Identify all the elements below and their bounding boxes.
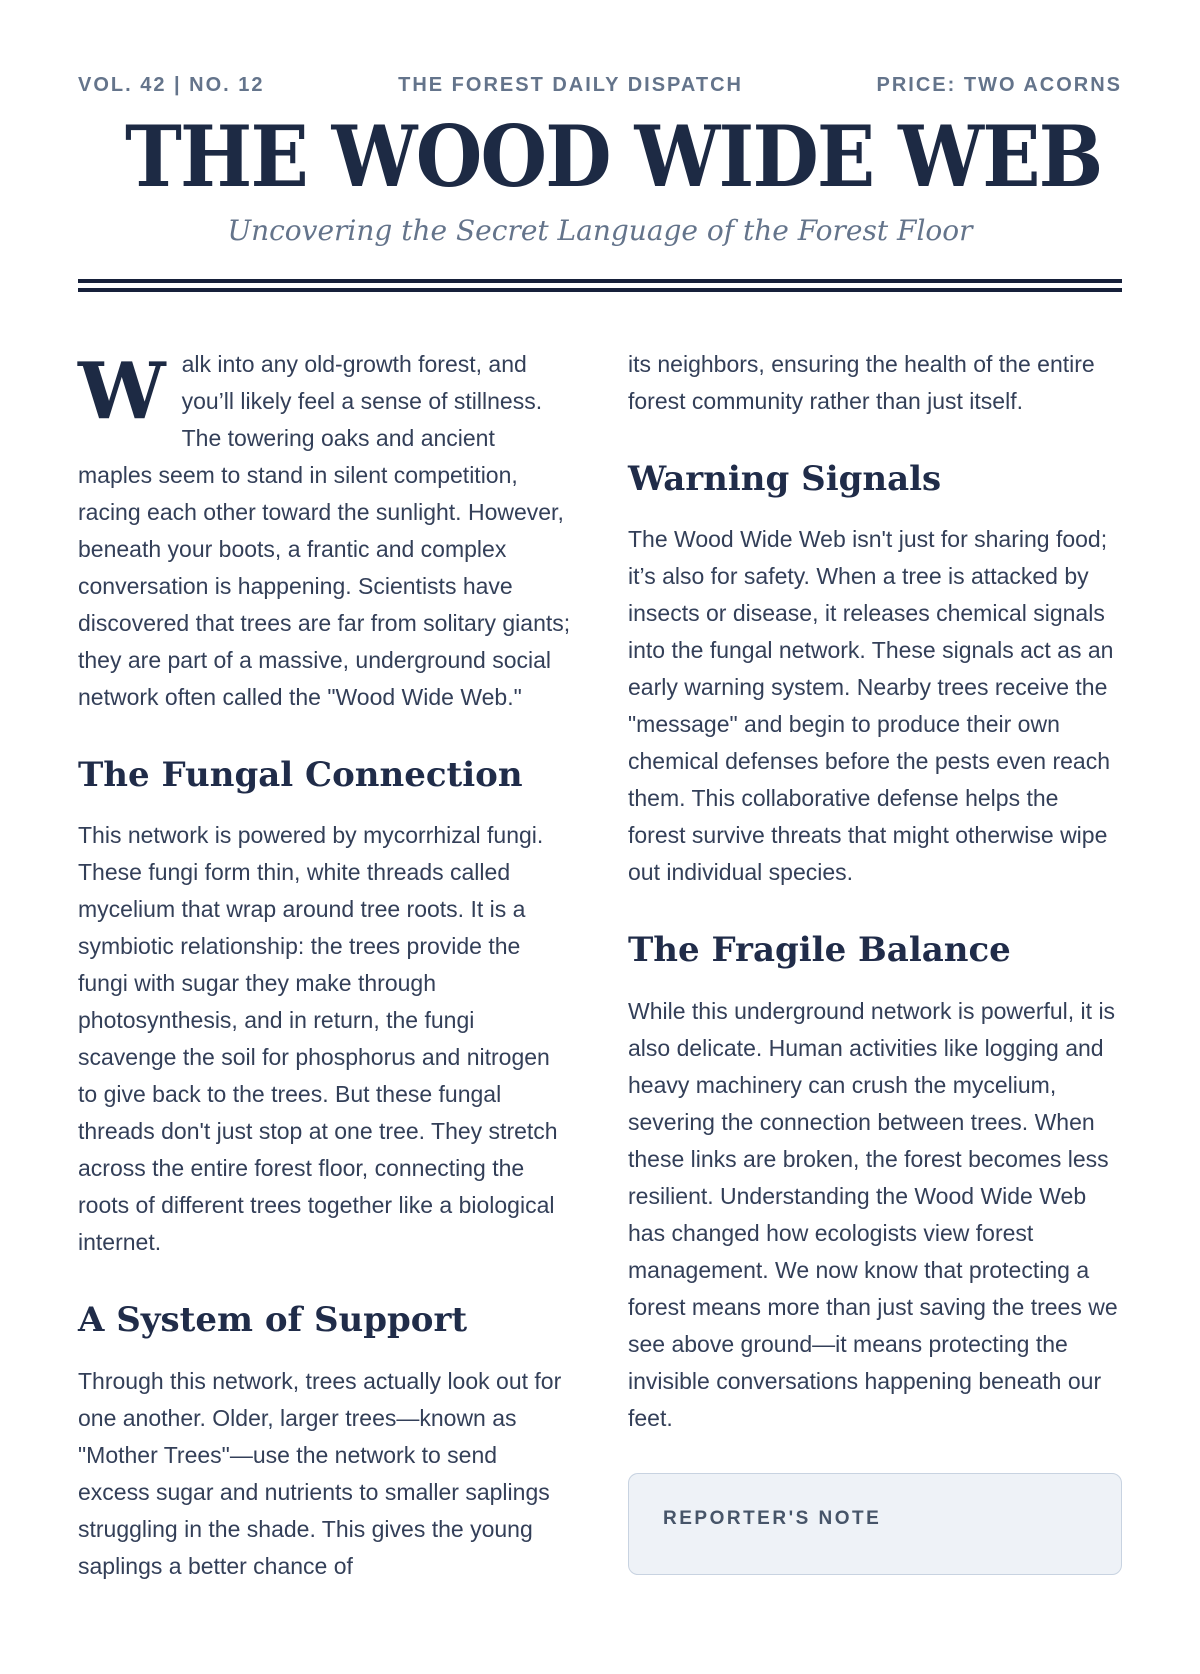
paragraph-fungal-connection: This network is powered by mycorrhizal fungi. These fungi form thin, white threads called mycelium that wrap around tree roots. It is a symbiotic relationship: the trees provide the fungi with sugar they make through photosynthesis, and in return, the fungi scavenge the soil for phosphorus and nitrogen to give back to the trees. But these fungal threads don't just stop at one tree. They stretch across the entire forest floor, connecting the roots of different trees together like a biological internet. <box>78 822 558 1256</box>
paper-name: THE FOREST DAILY DISPATCH <box>398 74 743 96</box>
lead-paragraph-text: alk into any old-growth forest, and you’ll likely feel a sense of stillness. The towering oaks and ancient maples seem to stand in silent competition, racing each other toward the sunlight. However, beneath your boots, a frantic and complex conversation is happening. Scientists have discovered that trees are far from solitary giants; they are part of a massive, underground social network often called the "Wood Wide Web." <box>78 351 571 711</box>
price-label: PRICE: TWO ACORNS <box>876 74 1122 96</box>
section-heading-system-of-support: A System of Support <box>78 1300 468 1341</box>
article-body <box>78 346 1122 1612</box>
column-right <box>628 346 1122 1612</box>
masthead <box>78 74 1122 292</box>
lead-paragraph <box>78 346 572 716</box>
reporters-note-label: REPORTER'S NOTE <box>663 1507 882 1529</box>
section-heading-fungal-connection: The Fungal Connection <box>78 755 523 796</box>
newspaper-page <box>0 74 1200 1613</box>
section-heading-warning-signals: Warning Signals <box>628 459 942 500</box>
column-left <box>78 346 572 1612</box>
section-heading-fragile-balance: The Fragile Balance <box>628 930 1011 971</box>
volume-issue: VOL. 42 | NO. 12 <box>78 74 265 96</box>
drop-cap: W <box>78 346 166 438</box>
paragraph-system-of-support: Through this network, trees actually look out for one another. Older, larger trees—known as "Mother Trees"—use the network to send excess sugar and nutrients to smaller saplings struggling in the shade. This gives the young saplings a better chance of <box>78 1367 562 1579</box>
paragraph-warning-signals: The Wood Wide Web isn't just for sharing food; it’s also for safety. When a tree is attacked by insects or disease, it releases chemical signals into the fungal network. These signals act as an early warning system. Nearby trees receive the "message" and begin to produce their own chemical defenses before the pests even reach them. This collaborative defense helps the forest survive threats that might otherwise wipe out individual species. <box>628 526 1114 886</box>
double-rule-divider <box>78 279 1122 292</box>
reporters-note-box <box>628 1473 1122 1575</box>
masthead-topbar <box>78 74 1122 97</box>
page-subtitle: Uncovering the Secret Language of the Forest Floor <box>227 214 973 247</box>
paragraph-fragile-balance: While this underground network is powerful, it is also delicate. Human activities like logging and heavy machinery can crush the mycelium, severing the connection between trees. When these links are broken, the forest becomes less resilient. Understanding the Wood Wide Web has changed how ecologists view forest management. We now know that protecting a forest means more than just saving the trees we see above ground—it means protecting the invisible conversations happening beneath our feet. <box>628 997 1118 1431</box>
continuation-paragraph: its neighbors, ensuring the health of the entire forest community rather than just itself. <box>628 351 1095 415</box>
page-title: THE WOOD WIDE WEB <box>124 107 1102 206</box>
